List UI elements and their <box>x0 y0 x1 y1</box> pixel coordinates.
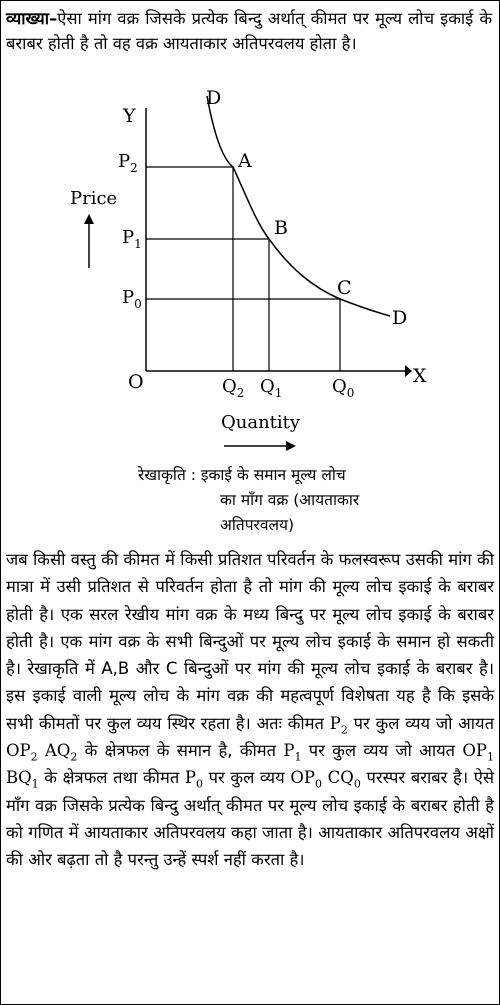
demand-curve <box>207 96 390 316</box>
quantity-right-arrowhead <box>286 441 296 451</box>
caption-line-2: का माँग वक्र (आयताकार <box>220 491 360 509</box>
intro-lead: व्याख्या– <box>6 9 58 28</box>
price-tick-p1: $P_1$ <box>122 227 142 251</box>
price-tick-p0: $P_0$ <box>122 287 142 311</box>
caption-line-3: अतिपरवलय) <box>220 516 294 534</box>
origin-label: O <box>128 371 144 393</box>
curve-label-end: D <box>392 307 408 329</box>
intro-paragraph <box>6 6 492 56</box>
price-tick-p2: $P_2$ <box>118 151 138 175</box>
symbol-p1: $P_1$ <box>283 741 302 764</box>
qty-tick-q2: $Q_2$ <box>222 376 245 400</box>
y-axis-label: Y <box>123 105 136 127</box>
figure-caption <box>138 463 488 538</box>
curve-label-top: D <box>206 87 222 109</box>
explanation-paragraph: जब किसी वस्तु की कीमत में किसी प्रतिशत परिवर्तन के फलस्वरूप उसकी मांग की मात्रा में उसी प्रतिशत से परिवर्तन होता है तो मांग की मूल्य लोच इकाई के बराबर होती है। एक सरल रेखीय मांग वक्र के मध्य बिन्दु पर मूल्य लोच इकाई के बराबर होती है। एक मांग वक्र के सभी बिन्दुओं पर मूल्य लोच इकाई के समान हो सकती है। रेखाकृति में A,B और C बिन्दुओं पर मांग की मूल्य लोच इकाई के बराबर है। इस इकाई वाली मूल्य लोच के मांग वक्र की महत्वपूर्ण विशेषता यह है कि इसके सभी कीमतों पर कुल व्यय स्थिर रहता है। अतः कीमत $P_2$ पर कुल व्यय जो आयत $OP_2$ $AQ_2$ के क्षेत्रफल के समान है, कीमत $P_1$ पर कुल व्यय जो आयत $OP_1$ $BQ_1$ के क्षेत्रफल तथा कीमत $P_0$ पर कुल व्यय $OP_0$ $CQ_0$ परस्पर बराबर है। ऐसे माँग वक्र जिसके प्रत्येक बिन्दु अर्थात् कीमत पर मूल्य लोच इकाई के बराबर होती है को गणित में आयताकार अतिपरवलय कहा जाता है। आयताकार अतिपरवलय अक्षों की ओर बढ़ता तो है परन्तु उन्हें स्पर्श नहीं करता है। <box>6 550 495 870</box>
qty-tick-q0: $Q_0$ <box>332 376 355 400</box>
quantity-label: Quantity <box>221 412 301 433</box>
point-b-label: B <box>274 217 288 239</box>
left-rule <box>0 455 1 545</box>
x-axis-label: X <box>413 365 427 387</box>
price-up-arrowhead <box>84 214 94 224</box>
rect-op2aq2: $OP_2$ $AQ_2$ <box>6 741 78 764</box>
rect-op1bq1: $OP_1$ $BQ_1$ <box>6 741 494 791</box>
symbol-p2: $P_2$ <box>329 713 348 737</box>
demand-curve-figure <box>0 84 460 454</box>
point-a-label: A <box>238 150 252 172</box>
x-axis-arrowhead <box>405 365 412 377</box>
rect-op0cq0: $OP_0$ $CQ_0$ <box>290 768 361 791</box>
price-label: Price <box>70 188 118 209</box>
point-c-label: C <box>337 277 352 299</box>
qty-tick-q1: $Q_1$ <box>260 376 283 400</box>
caption-line-1: रेखाकृति : इकाई के समान मूल्य लोच <box>138 466 346 484</box>
intro-text: ऐसा मांग वक्र जिसके प्रत्येक बिन्दु अर्थात् कीमत पर मूल्य लोच इकाई के बराबर होती है तो वह वक्र आयताकार अतिपरवलय होता है। <box>6 9 492 53</box>
symbol-p0: $P_0$ <box>184 768 203 791</box>
